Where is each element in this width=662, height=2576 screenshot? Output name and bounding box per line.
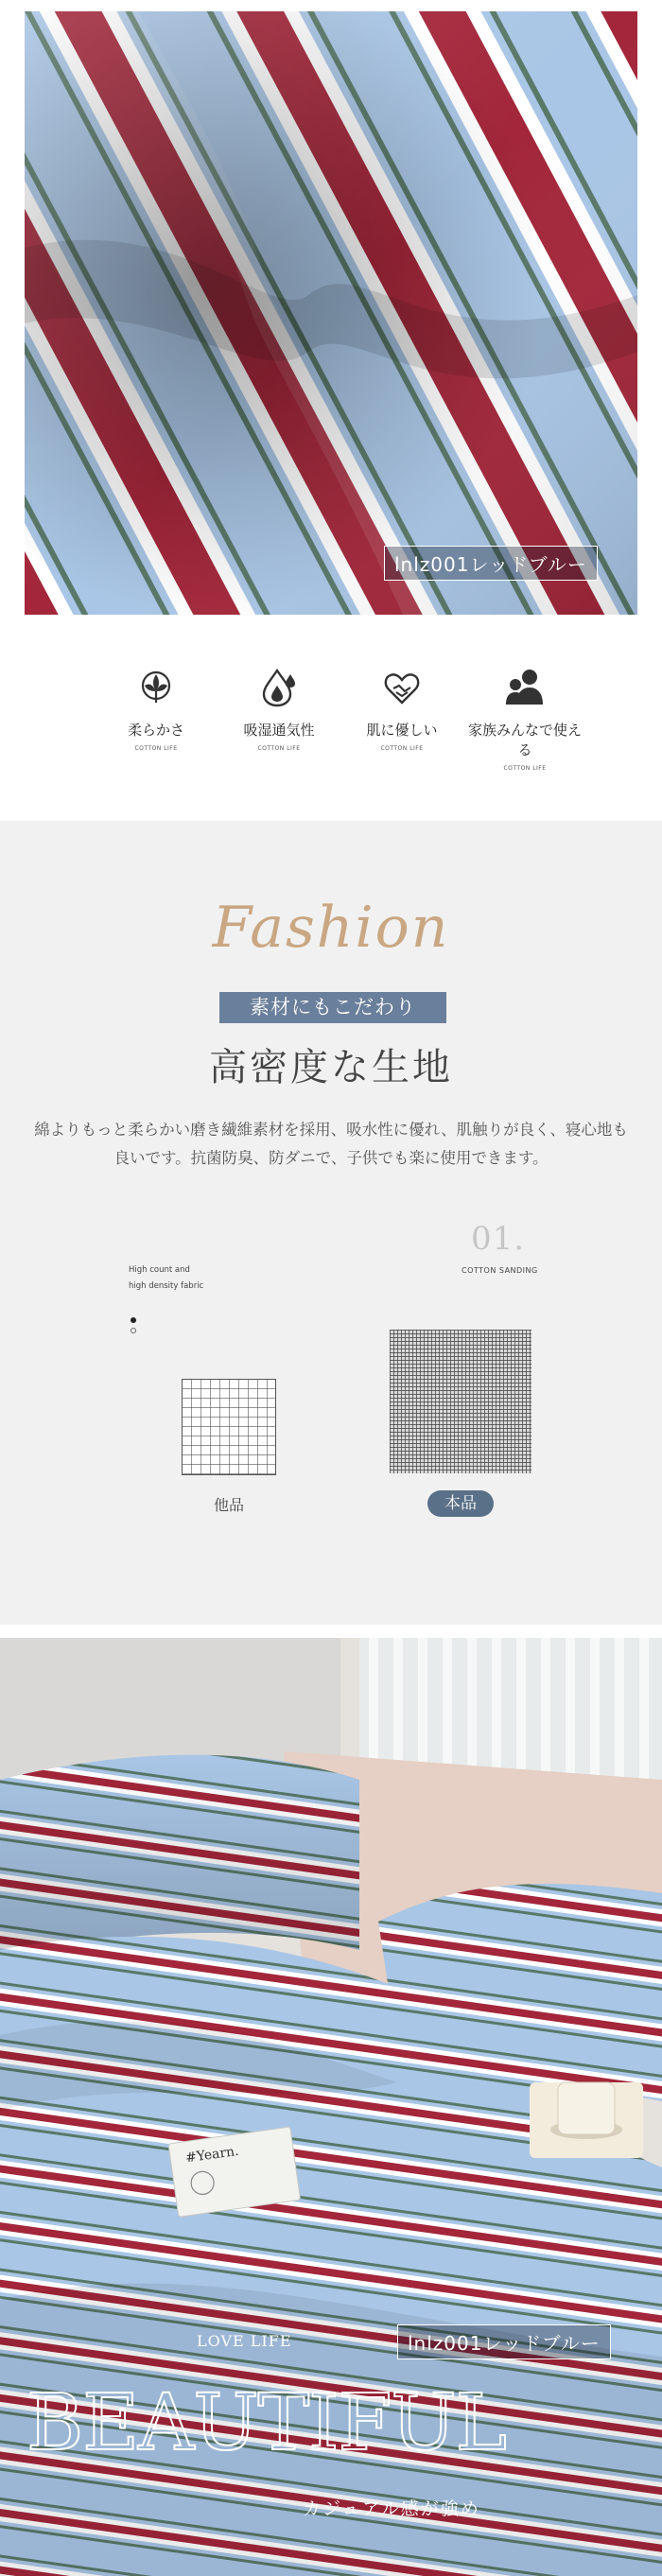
family-people-icon [504,667,546,708]
our-fabric-swatch [390,1330,531,1473]
note-line: High count and [129,1265,190,1275]
feature-subtitle: COTTON LIFE [503,765,547,772]
fabric-closeup-photo [25,11,637,615]
water-drops-icon [258,667,300,708]
step-number: 01. [471,1220,526,1258]
product-label: lnlz001レッドブルー [397,2324,611,2359]
feature-name: 柔らかさ [127,722,184,739]
script-title: Fashion [212,895,450,961]
other-product-label: 他品 [213,1496,244,1514]
step-caption: COTTON SANDING [462,1266,538,1275]
beautiful-title: BEAUTIFUL [26,2378,506,2468]
feature-subtitle: COTTON LIFE [257,745,301,752]
product-label: lnlz001レッドブルー [384,546,598,581]
casual-subtitle: カジュアル感が強め [303,2498,480,2519]
cotton-flower-icon [135,667,177,708]
svg-text:#Yearn.: #Yearn. [184,2143,240,2167]
bullet-dot [131,1317,136,1323]
section-description: 綿よりもっと柔らかい磨き繊維素材を採用、吸水性に優れ、肌触りが良く、寝心地も良いです。抗菌防臭、防ダニで、子供でも楽に使用できます。 [34,1121,628,1167]
heart-hands-icon [381,667,423,708]
feature-subtitle: COTTON LIFE [134,745,178,752]
feature-item [463,667,586,771]
feature-item [95,667,218,771]
other-fabric-swatch [182,1379,276,1475]
feature-row [95,667,586,771]
bullet-ring [131,1328,136,1333]
note-line: high density fabric [129,1281,204,1291]
section-headline: 高密度な生地 [209,1046,453,1089]
feature-name: 吸湿通気性 [243,722,315,739]
our-product-badge: 本品 [427,1490,494,1517]
feature-subtitle: COTTON LIFE [380,745,424,752]
tagline-badge: 素材にもこだわり [219,992,446,1023]
feature-item [218,667,340,771]
fabric-density-section [0,821,662,1625]
feature-name: 肌に優しい [366,722,438,739]
feature-item [340,667,463,771]
feature-name: 家族みんなで使える [467,722,582,758]
love-life-text: LOVE LIFE [197,2332,292,2350]
